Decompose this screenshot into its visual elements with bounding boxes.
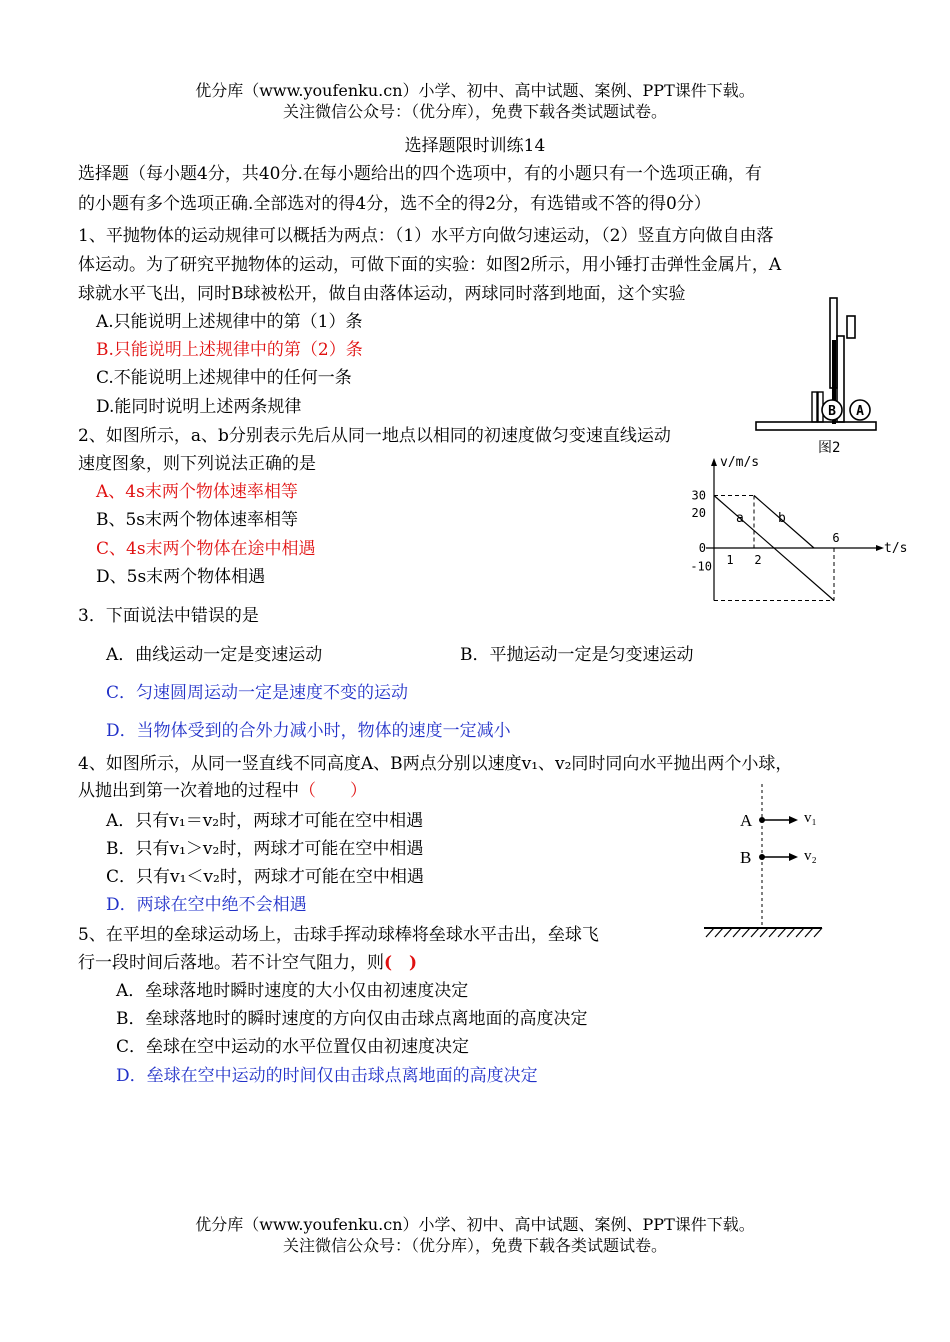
q4-option-a: A．只有v₁＝v₂时，两球才可能在空中相遇 bbox=[106, 811, 424, 831]
q4-figure-ground-hatching bbox=[706, 928, 822, 937]
q4-figure-arrow-v2-head bbox=[789, 853, 798, 861]
q1-option-c: C.不能说明上述规律中的任何一条 bbox=[96, 368, 352, 388]
q5-option-a: A．垒球落地时瞬时速度的大小仅由初速度决定 bbox=[116, 981, 469, 1001]
graph-x-label: t/s bbox=[884, 541, 908, 556]
q1-figure-clamp bbox=[847, 316, 855, 338]
q3-option-a: A．曲线运动一定是变速运动 bbox=[106, 645, 323, 665]
q2-option-c: C、4s末两个物体在途中相遇 bbox=[96, 539, 316, 559]
q1-figure-plate-1 bbox=[812, 392, 817, 422]
q2-stem-1: 2、如图所示，a、b分别表示先后从同一地点以相同的初速度做匀变速直线运动 bbox=[78, 426, 671, 446]
q4-option-b: B．只有v₁＞v₂时，两球才可能在空中相遇 bbox=[106, 839, 424, 859]
q4-figure-arrow-v1-head bbox=[789, 816, 798, 824]
q4-figure-label-v2: v₂ bbox=[804, 848, 817, 864]
header-line-2: 关注微信公众号：（优分库），免费下载各类试题试卷。 bbox=[282, 102, 667, 121]
page-title: 选择题限时训练14 bbox=[404, 136, 546, 156]
q3-option-c: C．匀速圆周运动一定是速度不变的运动 bbox=[106, 683, 409, 703]
q2-stem-2: 速度图象，则下列说法正确的是 bbox=[78, 454, 316, 474]
q3-option-d: D．当物体受到的合外力减小时，物体的速度一定减小 bbox=[106, 721, 511, 741]
q4-figure bbox=[700, 780, 860, 945]
q2-velocity-time-graph bbox=[680, 452, 908, 610]
q1-stem-2: 体运动。为了研究平抛物体的运动，可做下面的实验：如图2所示，用小锤打击弹性金属片，A bbox=[78, 255, 782, 275]
q5-stem-2-wrap bbox=[78, 948, 417, 973]
q4-stem-2: 从抛出到第一次着地的过程中 bbox=[78, 781, 299, 801]
q1-apparatus-figure bbox=[748, 292, 880, 458]
q4-figure-label-b: B bbox=[740, 848, 752, 867]
q2-option-a: A、4s末两个物体速率相等 bbox=[96, 482, 298, 502]
q4-stem-1: 4、如图所示，从同一竖直线不同高度A、B两点分别以速度v₁、v₂同时同向水平抛出两个小球， bbox=[78, 754, 793, 774]
q1-option-d: D.能同时说明上述两条规律 bbox=[96, 397, 302, 417]
q1-option-b: B.只能说明上述规律中的第（2）条 bbox=[96, 340, 363, 360]
graph-series-label-b: b bbox=[778, 510, 786, 526]
q1-option-a: A.只能说明上述规律中的第（1）条 bbox=[96, 312, 363, 332]
graph-y-tick-20: 20 bbox=[691, 506, 706, 520]
q4-figure-label-v1: v₁ bbox=[804, 810, 817, 826]
q5-stem-2: 行一段时间后落地。若不计空气阻力，则 bbox=[78, 953, 384, 973]
graph-y-tick-30: 30 bbox=[691, 488, 706, 503]
q4-figure-label-a: A bbox=[740, 811, 753, 830]
header-line-1: 优分库（www.youfenku.cn）小学、初中、高中试题、案例、PPT课件下载。 bbox=[195, 81, 755, 100]
q1-stem-1: 1、平抛物体的运动规律可以概括为两点：（1）水平方向做匀速运动，（2）竖直方向做自由落 bbox=[78, 226, 774, 246]
q1-figure-ball-a-label: A bbox=[856, 404, 864, 419]
q4-option-c: C．只有v₁＜v₂时，两球才可能在空中相遇 bbox=[106, 867, 424, 887]
q5-answer-paren: ( ) bbox=[384, 953, 418, 973]
intro-line-2: 的小题有多个选项正确.全部选对的得4分，选不全的得2分，有选错或不答的得0分） bbox=[78, 194, 711, 214]
graph-x-tick-2: 2 bbox=[754, 553, 762, 567]
q5-option-b: B．垒球落地时的瞬时速度的方向仅由击球点离地面的高度决定 bbox=[116, 1009, 588, 1029]
q5-stem-1: 5、在平坦的垒球运动场上，击球手挥动球棒将垒球水平击出，垒球飞 bbox=[78, 925, 599, 945]
q1-figure-ball-b-label: B bbox=[828, 404, 836, 419]
graph-x-tick-6: 6 bbox=[832, 531, 840, 545]
q3-stem: 3．下面说法中错误的是 bbox=[78, 606, 259, 626]
q3-option-b: B．平抛运动一定是匀变速运动 bbox=[460, 645, 694, 665]
graph-x-arrow bbox=[876, 545, 884, 551]
q4-option-d: D．两球在空中绝不会相遇 bbox=[106, 895, 307, 915]
graph-y-tick-0: 0 bbox=[698, 541, 706, 555]
graph-y-arrow bbox=[711, 458, 717, 466]
intro-line-1: 选择题（每小题4分，共40分.在每小题给出的四个选项中，有的小题只有一个选项正确，有 bbox=[78, 164, 762, 184]
graph-y-label: v/m/s bbox=[720, 455, 760, 470]
q5-option-d: D．垒球在空中运动的时间仅由击球点离地面的高度决定 bbox=[116, 1066, 538, 1086]
graph-x-tick-1: 1 bbox=[726, 553, 734, 567]
q4-stem-2-wrap bbox=[78, 776, 367, 801]
graph-series-label-a: a bbox=[736, 510, 744, 526]
footer-line-1: 优分库（www.youfenku.cn）小学、初中、高中试题、案例、PPT课件下载。 bbox=[195, 1215, 755, 1234]
q5-option-c: C．垒球在空中运动的水平位置仅由初速度决定 bbox=[116, 1037, 470, 1057]
q2-option-d: D、5s末两个物体相遇 bbox=[96, 567, 266, 587]
footer-line-2: 关注微信公众号：（优分库），免费下载各类试题试卷。 bbox=[282, 1236, 667, 1255]
q1-stem-3: 球就水平飞出，同时B球被松开，做自由落体运动，两球同时落到地面，这个实验 bbox=[78, 284, 686, 304]
q4-answer-paren: （ ） bbox=[299, 781, 367, 801]
graph-y-tick-minus-10: -10 bbox=[690, 559, 712, 574]
q1-figure-base bbox=[756, 422, 876, 430]
q2-option-b: B、5s末两个物体速率相等 bbox=[96, 510, 299, 530]
q1-figure-caption: 图2 bbox=[818, 440, 841, 456]
